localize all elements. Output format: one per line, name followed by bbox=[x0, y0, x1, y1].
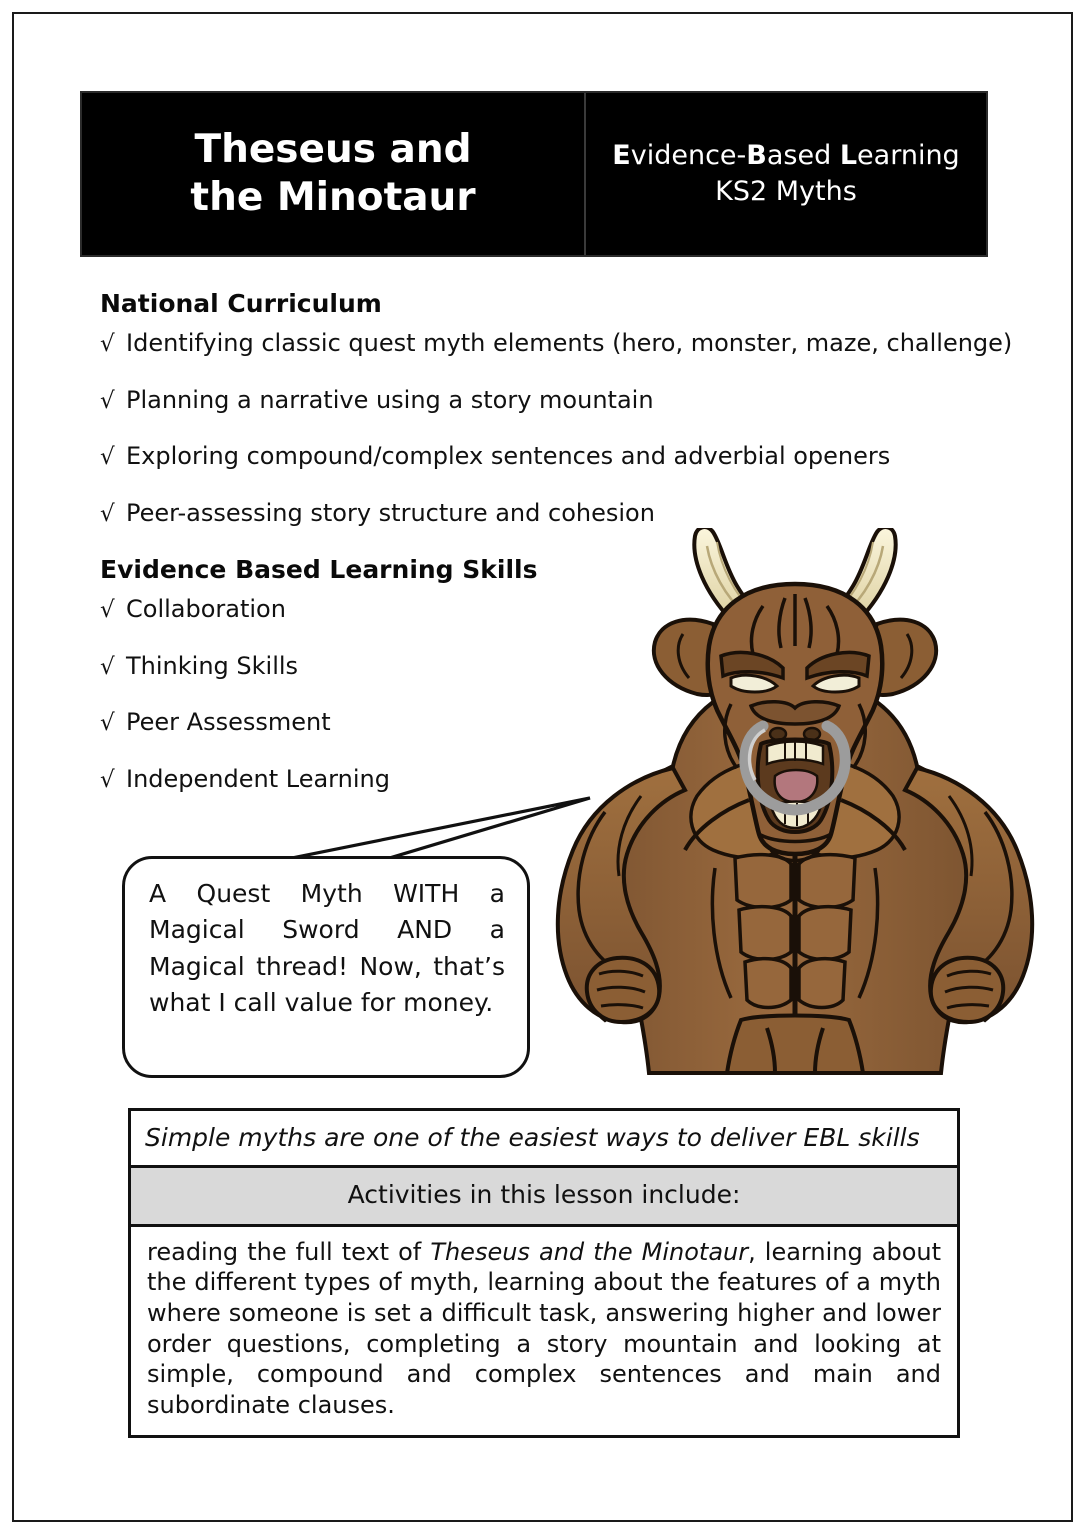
list-item bbox=[100, 441, 1060, 472]
check-icon: √ bbox=[100, 710, 115, 737]
page-title-line1: Theseus and bbox=[194, 126, 472, 172]
page-title bbox=[190, 126, 475, 223]
list-item bbox=[100, 594, 1060, 625]
ebl-skills-heading: Evidence Based Learning Skills bbox=[100, 555, 538, 584]
check-icon: √ bbox=[100, 444, 115, 471]
subtitle-seg-2: ased bbox=[766, 140, 840, 172]
list-item bbox=[100, 498, 1060, 529]
curriculum-item-label: Exploring compound/complex sentences and adverbial openers bbox=[126, 442, 891, 471]
curriculum-item-label: Identifying classic quest myth elements (hero, monster, maze, challenge) bbox=[126, 329, 1013, 358]
list-item bbox=[100, 385, 1060, 416]
speech-bubble-text: A Quest Myth WITH a Magical Sword AND a Magical thread! Now, that’s what I call value for money. bbox=[149, 879, 505, 1017]
subtitle-cap-b: B bbox=[746, 140, 767, 172]
table-row bbox=[131, 1227, 957, 1435]
ebl-item-label: Independent Learning bbox=[126, 764, 390, 793]
check-icon: √ bbox=[100, 331, 115, 358]
ebl-item-label: Thinking Skills bbox=[126, 651, 299, 680]
check-icon: √ bbox=[100, 387, 115, 414]
list-item bbox=[100, 764, 1060, 795]
header-title-cell bbox=[82, 93, 586, 255]
subtitle-seg-1: vidence- bbox=[630, 140, 747, 172]
activities-body-title: Theseus and the Minotaur bbox=[430, 1237, 749, 1266]
lesson-info-table bbox=[128, 1108, 960, 1438]
check-icon: √ bbox=[100, 500, 115, 527]
list-item bbox=[100, 651, 1060, 682]
content-column bbox=[100, 288, 1060, 820]
activities-body-part1: reading the full text of bbox=[147, 1237, 431, 1266]
subtitle-cap-e: E bbox=[612, 140, 631, 172]
header-subtitle-line2: KS2 Myths bbox=[715, 176, 857, 207]
page-title-line2: the Minotaur bbox=[190, 175, 476, 220]
check-icon: √ bbox=[100, 653, 115, 680]
curriculum-item-label: Peer-assessing story structure and cohesion bbox=[126, 498, 655, 527]
table-row bbox=[131, 1168, 957, 1226]
activities-body bbox=[131, 1227, 957, 1435]
ebl-item-label: Collaboration bbox=[126, 595, 286, 624]
header-subtitle-cell bbox=[586, 93, 986, 255]
curriculum-heading: National Curriculum bbox=[100, 289, 382, 318]
header-subtitle-line1 bbox=[612, 138, 959, 174]
check-icon: √ bbox=[100, 766, 115, 793]
list-item bbox=[100, 328, 1060, 359]
tagline-text: Simple myths are one of the easiest ways to deliver EBL skills bbox=[145, 1123, 920, 1152]
table-row bbox=[131, 1111, 957, 1168]
list-item bbox=[100, 707, 1060, 738]
ebl-item-label: Peer Assessment bbox=[126, 708, 331, 737]
curriculum-item-label: Planning a narrative using a story mountain bbox=[126, 385, 654, 414]
check-icon: √ bbox=[100, 597, 115, 624]
subtitle-cap-l: L bbox=[839, 140, 858, 172]
speech-bubble bbox=[122, 856, 530, 1078]
activities-body-part2: , learning about the different types of myth, learning about the features of a myth where someone is set a difficult task, answering higher and lower order questions, completing a story mountain and looking at simple, compound and complex sentences and main and subordinate clauses. bbox=[147, 1237, 942, 1420]
header-banner bbox=[80, 91, 988, 257]
subtitle-seg-3: earning bbox=[857, 140, 960, 172]
activities-header: Activities in this lesson include: bbox=[131, 1168, 957, 1223]
